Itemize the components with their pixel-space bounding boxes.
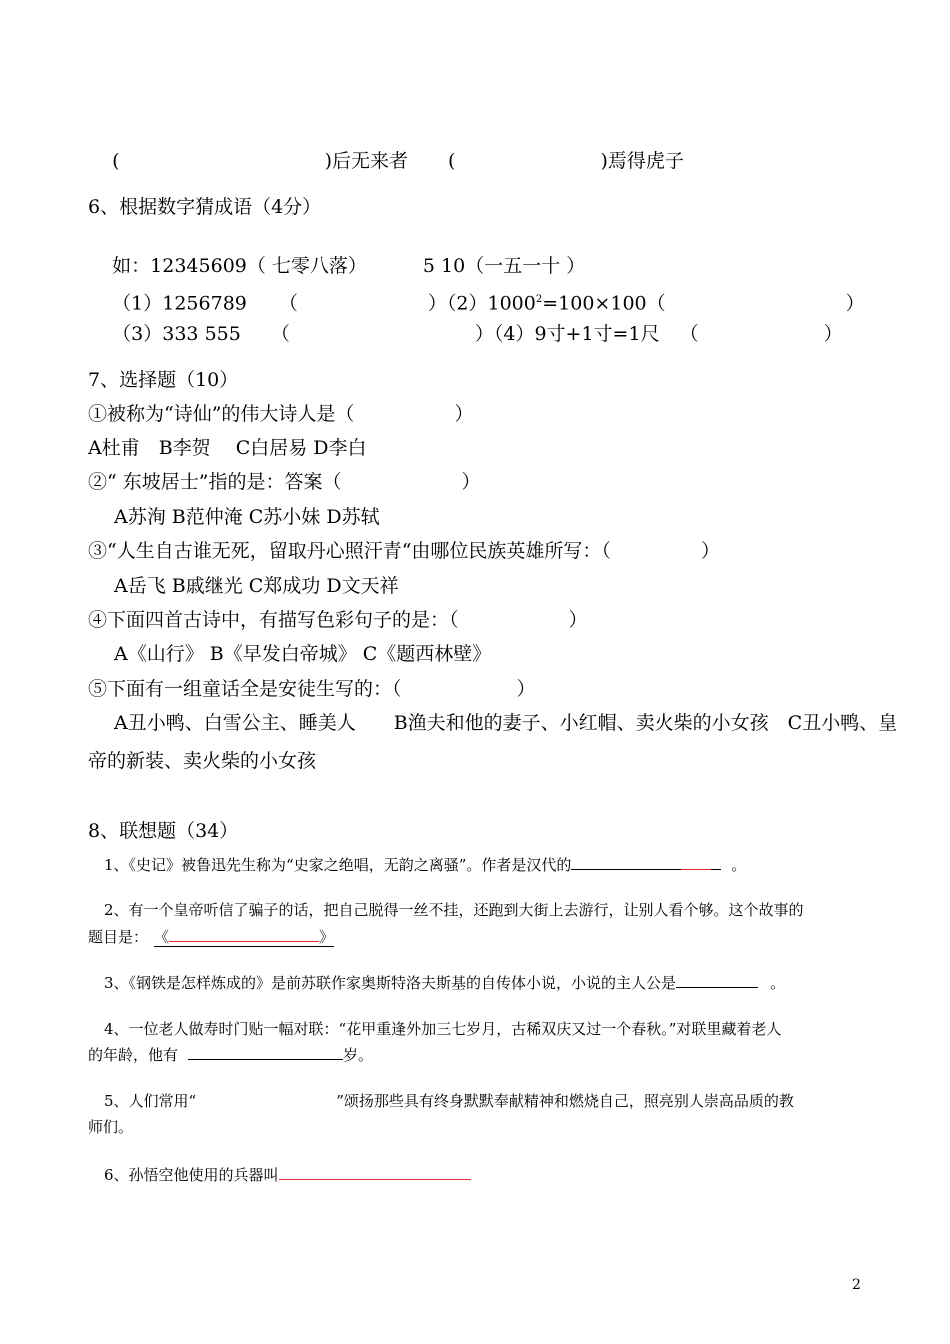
q8-item-1 [104, 853, 746, 876]
q8-item-2-open: 《 [154, 928, 170, 946]
q7-s2-close: ） [461, 471, 481, 493]
q7-s5-options-b: 帝的新装、卖火柴的小女孩 [88, 750, 317, 772]
q8-item-1-end: 。 [731, 856, 747, 874]
q8-item-2b [88, 925, 334, 948]
q6-title: 6、根据数字猜成语（4分） [88, 196, 322, 218]
q8-item-4-end: 岁。 [343, 1046, 374, 1064]
q6-item-3: （3）333 555 [112, 323, 241, 345]
q7-s4-text: ④下面四首古诗中，有描写色彩句子的是：（ [88, 609, 459, 631]
q8-item-6-blank[interactable] [279, 1163, 471, 1180]
q7-s3-close: ） [700, 540, 720, 562]
q6-item-3-close: ） [474, 323, 494, 345]
q8-item-4a: 4、一位老人做寿时门贴一幅对联：“花甲重逢外加三七岁月，古稀双庆又过一个春秋。”对联里藏着老人 [104, 1020, 782, 1038]
q6-item-1: （1）1256789 [112, 292, 247, 315]
q7-s5 [88, 677, 536, 701]
q7-s3-options: A岳飞 B戚继光 C郑成功 D文天祥 [114, 575, 399, 597]
q6-item-2-sup: 2 [535, 294, 543, 305]
q6-item-2: （2）1000 [446, 292, 536, 315]
q7-title: 7、选择题（10） [88, 369, 239, 391]
q7-s3-text: ③“人生自古谁无死，留取丹心照汗青“由哪位民族英雄所写：（ [88, 540, 611, 562]
q7-s1-close: ） [454, 403, 474, 425]
q8-item-3-end: 。 [770, 974, 786, 992]
q6-row-2 [88, 298, 843, 370]
q7-s1-options: A杜甫 B李贺 C白居易 D李白 [88, 437, 367, 459]
q7-s5-text: ⑤下面有一组童话全是安徒生写的：（ [88, 678, 402, 700]
q7-s3 [88, 539, 720, 563]
text-a: )后无来者 [324, 150, 409, 172]
q7-s4-options: A《山行》 B《早发白帝城》 C《题西林壁》 [114, 643, 492, 665]
q8-item-5a-text: 5、人们常用“ [104, 1092, 197, 1110]
q8-item-4-blank[interactable] [188, 1043, 343, 1060]
q8-item-2-blank-red [169, 925, 319, 942]
q8-item-3-blank[interactable] [676, 971, 758, 988]
q8-item-5b: 师们。 [88, 1118, 134, 1136]
q7-s2 [88, 470, 480, 494]
q6-item-4: （4）9寸+1寸=1尺 [493, 323, 660, 345]
q8-item-5a [104, 1090, 794, 1112]
q8-item-2-close: 》 [319, 928, 335, 946]
q8-item-2b-text: 题目是： [88, 928, 149, 946]
q7-s2-text: ②“ 东坡居士”指的是：答案（ [88, 471, 342, 493]
bracket-open-b: ( [448, 150, 456, 172]
q8-item-2a: 2、有一个皇帝听信了骗子的话，把自己脱得一丝不挂，还跑到大街上去游行，让别人看个够。这个故事的 [104, 901, 804, 919]
page-number: 2 [852, 1277, 861, 1293]
top-line [88, 125, 684, 197]
q6-item-3-open: （ [270, 323, 290, 345]
q8-item-1-blank-red [681, 853, 711, 870]
q8-item-4b [88, 1043, 373, 1066]
q7-s5-options-a: A丑小鸭、白雪公主、睡美人 B渔夫和他的妻子、小红帽、卖火柴的小女孩 C丑小鸭、皇 [114, 712, 898, 734]
q7-s2-options: A苏洵 B范仲淹 C苏小妹 D苏轼 [114, 506, 380, 528]
q8-item-6-text: 6、孙悟空他使用的兵器叫 [104, 1166, 279, 1184]
bracket-open-a: ( [112, 150, 120, 172]
q6-item-2-close: ） [845, 292, 865, 315]
q7-s5-close: ） [516, 678, 536, 700]
q6-example-2: 5 10（一五一十 ） [422, 255, 586, 277]
q8-item-4b-text: 的年龄，他有 [88, 1046, 179, 1064]
q8-title: 8、联想题（34） [88, 820, 239, 842]
q6-item-2-rest: =100×100（ [542, 292, 666, 315]
q7-s1-text: ①被称为“诗仙”的伟大诗人是（ [88, 403, 355, 425]
q8-item-1-blank-end [711, 853, 721, 870]
q6-example-1: 如：12345609（ 七零八落） [112, 255, 367, 277]
q8-item-1-text: 1、《史记》被鲁迅先生称为“史家之绝唱，无韵之离骚”。作者是汉代的 [104, 856, 572, 874]
q8-item-3 [104, 971, 785, 994]
q8-item-6 [104, 1163, 471, 1186]
q7-s4 [88, 608, 588, 632]
q7-s1 [88, 402, 473, 426]
q8-item-1-blank[interactable] [571, 853, 681, 870]
q7-s4-close: ） [568, 609, 588, 631]
q6-item-1-close: ） [427, 292, 447, 315]
q8-item-5a-end: ”颂扬那些具有终身默默奉献精神和燃烧自己，照亮别人崇高品质的教 [336, 1092, 794, 1110]
q8-item-3-text: 3、《钢铁是怎样炼成的》是前苏联作家奥斯特洛夫斯基的自传体小说，小说的主人公是 [104, 974, 677, 992]
q6-item-1-open: （ [278, 292, 298, 315]
text-b: )焉得虎子 [600, 150, 684, 172]
q8-item-2-blank[interactable] [154, 928, 334, 947]
q6-item-4-close: ） [823, 323, 843, 345]
q6-item-4-open: （ [679, 323, 699, 345]
